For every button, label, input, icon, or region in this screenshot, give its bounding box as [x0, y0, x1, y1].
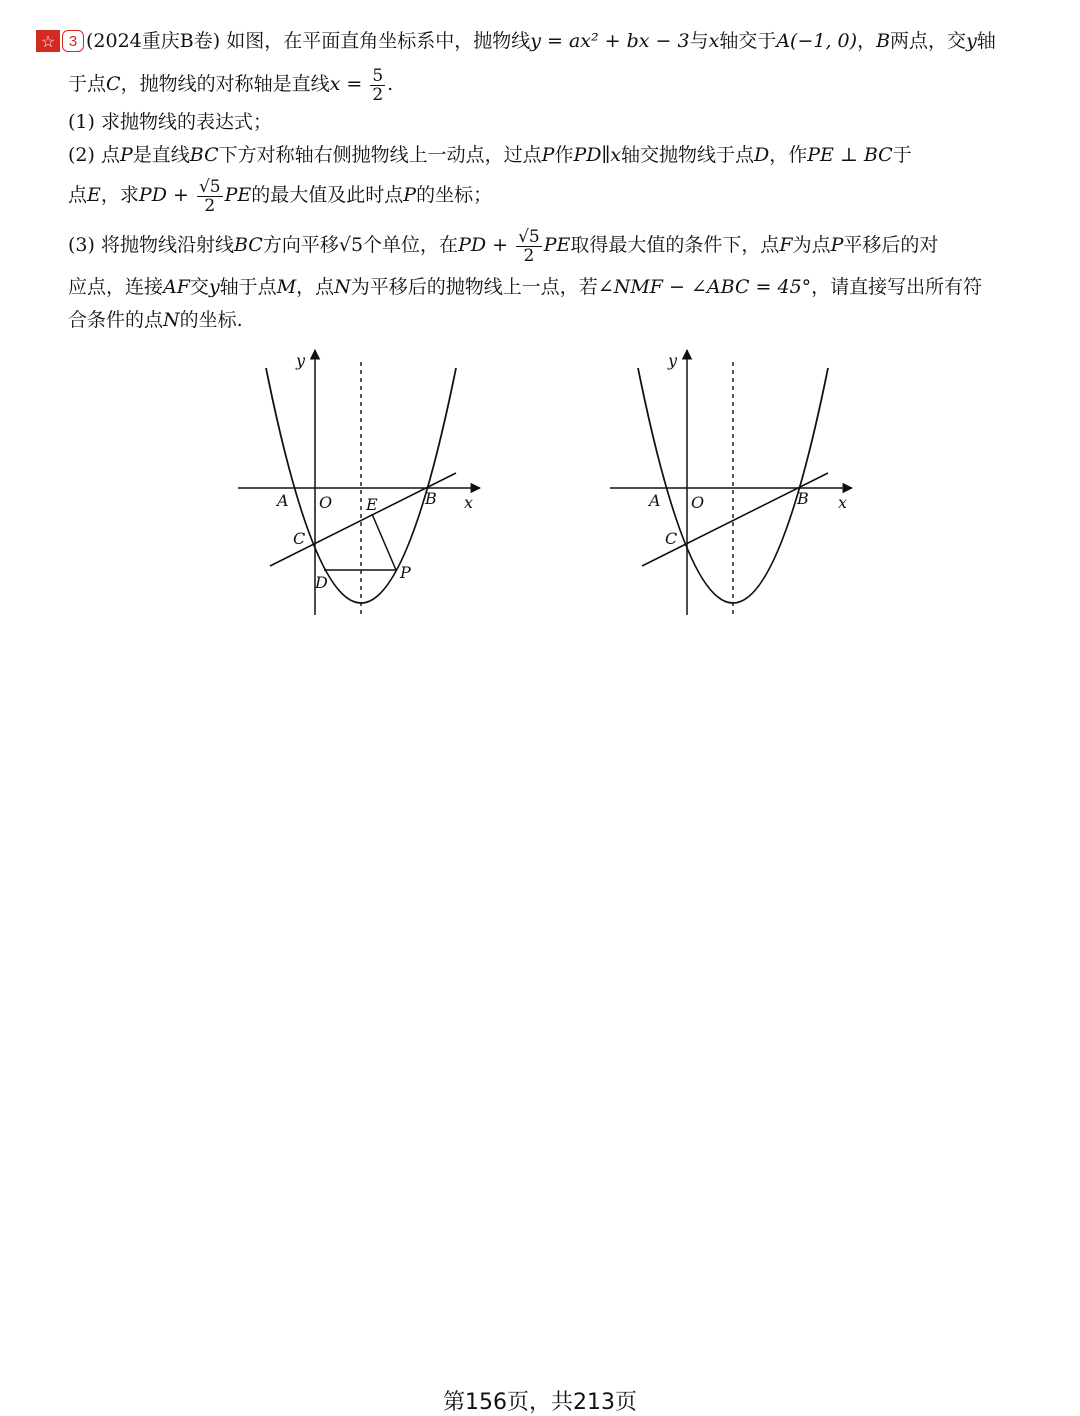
fraction-sqrt5-over-2	[516, 228, 542, 265]
var: AF	[163, 276, 190, 298]
var: N	[334, 276, 351, 298]
var: PD +	[138, 184, 189, 206]
frac-num: √5	[198, 176, 221, 197]
label-b: B	[425, 489, 437, 508]
var: F	[779, 234, 793, 256]
text: 方向平移	[262, 234, 339, 256]
text: ，抛物线的对称轴是直线	[120, 73, 330, 95]
label-a: A	[277, 491, 289, 510]
problem-line-1	[86, 29, 996, 53]
var: PD +	[458, 234, 509, 256]
var: P	[830, 234, 844, 256]
sqrt5: √5	[338, 234, 364, 256]
var: E	[87, 184, 101, 206]
frac-num: √5	[518, 226, 540, 247]
label-o: O	[691, 493, 705, 512]
angle-expression: ∠NMF − ∠ABC = 45°	[597, 276, 812, 298]
var: BC	[233, 234, 263, 256]
text: 取得最大值的条件下，点	[570, 234, 780, 256]
text: ，点	[296, 276, 335, 298]
text: 两点，交	[890, 30, 967, 52]
label-x: x	[464, 493, 474, 512]
label-o: O	[319, 493, 333, 512]
label-y: y	[296, 351, 306, 370]
var: P	[403, 184, 417, 206]
text: 交	[189, 276, 209, 298]
text: 为平移后的抛物线上一点，若	[350, 276, 598, 298]
var: M	[276, 276, 297, 298]
text: 应点，连接	[68, 276, 164, 298]
segment-pe	[372, 514, 396, 570]
problem-line-2	[68, 66, 393, 104]
text: 轴	[976, 30, 996, 52]
frac-den: 2	[372, 84, 384, 105]
fraction-sqrt5-over-2	[197, 178, 223, 215]
var: x	[708, 30, 720, 52]
text: 合条件的点	[68, 309, 164, 331]
var: B	[876, 30, 891, 52]
frac-den: 2	[204, 195, 216, 216]
text: 的坐标.	[179, 309, 243, 331]
frac-num: 5	[372, 65, 384, 86]
question-number: 3	[62, 30, 84, 52]
text: 于	[892, 144, 912, 166]
figure-right	[602, 340, 862, 630]
text: 与	[689, 30, 709, 52]
text: ，求	[100, 184, 139, 206]
var: PE	[224, 184, 252, 206]
fraction-five-halves	[370, 67, 385, 104]
label-e: E	[366, 495, 378, 514]
line-bc	[270, 473, 456, 566]
label-p: P	[400, 563, 411, 582]
text: 的坐标；	[416, 184, 493, 206]
var: y	[966, 30, 977, 52]
var: PD∥x	[573, 144, 621, 166]
label-c: C	[293, 529, 306, 548]
text: 点	[68, 184, 88, 206]
equation: y = ax² + bx − 3	[530, 30, 690, 52]
text: 轴于点	[219, 276, 277, 298]
var: P	[119, 144, 133, 166]
label-y: y	[668, 351, 678, 370]
var: P	[541, 144, 555, 166]
part-3-line-1	[68, 225, 938, 265]
point-a: A(−1, 0)	[776, 30, 858, 52]
page-footer: 第156页，共213页	[443, 1390, 637, 1415]
text: (2) 点	[68, 144, 120, 166]
text: 平移后的对	[843, 234, 939, 256]
text: .	[387, 73, 394, 95]
text: 作	[554, 144, 574, 166]
text: 轴交抛物线于点	[620, 144, 754, 166]
var: D	[754, 144, 770, 166]
text: 于点	[68, 73, 107, 95]
text: 轴交于	[719, 30, 777, 52]
var: BC	[189, 144, 219, 166]
frac-den: 2	[523, 245, 535, 266]
part-2-line-1	[68, 143, 912, 167]
text: 是直线	[132, 144, 190, 166]
label-a: A	[649, 491, 661, 510]
text: ，	[857, 30, 877, 52]
part-3-line-3	[68, 308, 243, 332]
label-x: x	[838, 493, 848, 512]
text: 的最大值及此时点	[251, 184, 404, 206]
part-2-line-2	[68, 175, 492, 215]
question-badge	[36, 30, 84, 52]
text: (3) 将抛物线沿射线	[68, 234, 234, 256]
part-1: (1) 求抛物线的表达式；	[68, 111, 272, 133]
part-3-line-2	[68, 275, 982, 299]
text: ，作	[769, 144, 808, 166]
figure-left	[230, 340, 490, 630]
label-d: D	[315, 573, 328, 592]
var: C	[106, 73, 121, 95]
star-icon: ☆	[36, 30, 60, 52]
text: 个单位，在	[363, 234, 459, 256]
var: y	[208, 276, 220, 298]
problem-source: (2024重庆B卷)	[86, 30, 221, 52]
text: 如图，在平面直角坐标系中，抛物线	[226, 30, 531, 52]
axis-equation: x =	[329, 73, 363, 95]
text: 为点	[792, 234, 831, 256]
text: 下方对称轴右侧抛物线上一动点，过点	[218, 144, 542, 166]
text: ，请直接写出所有符	[811, 276, 983, 298]
label-b: B	[797, 489, 809, 508]
var: N	[163, 309, 180, 331]
line-bc	[642, 473, 828, 566]
var: PE ⊥ BC	[807, 144, 893, 166]
label-c: C	[665, 529, 678, 548]
var: PE	[543, 234, 571, 256]
